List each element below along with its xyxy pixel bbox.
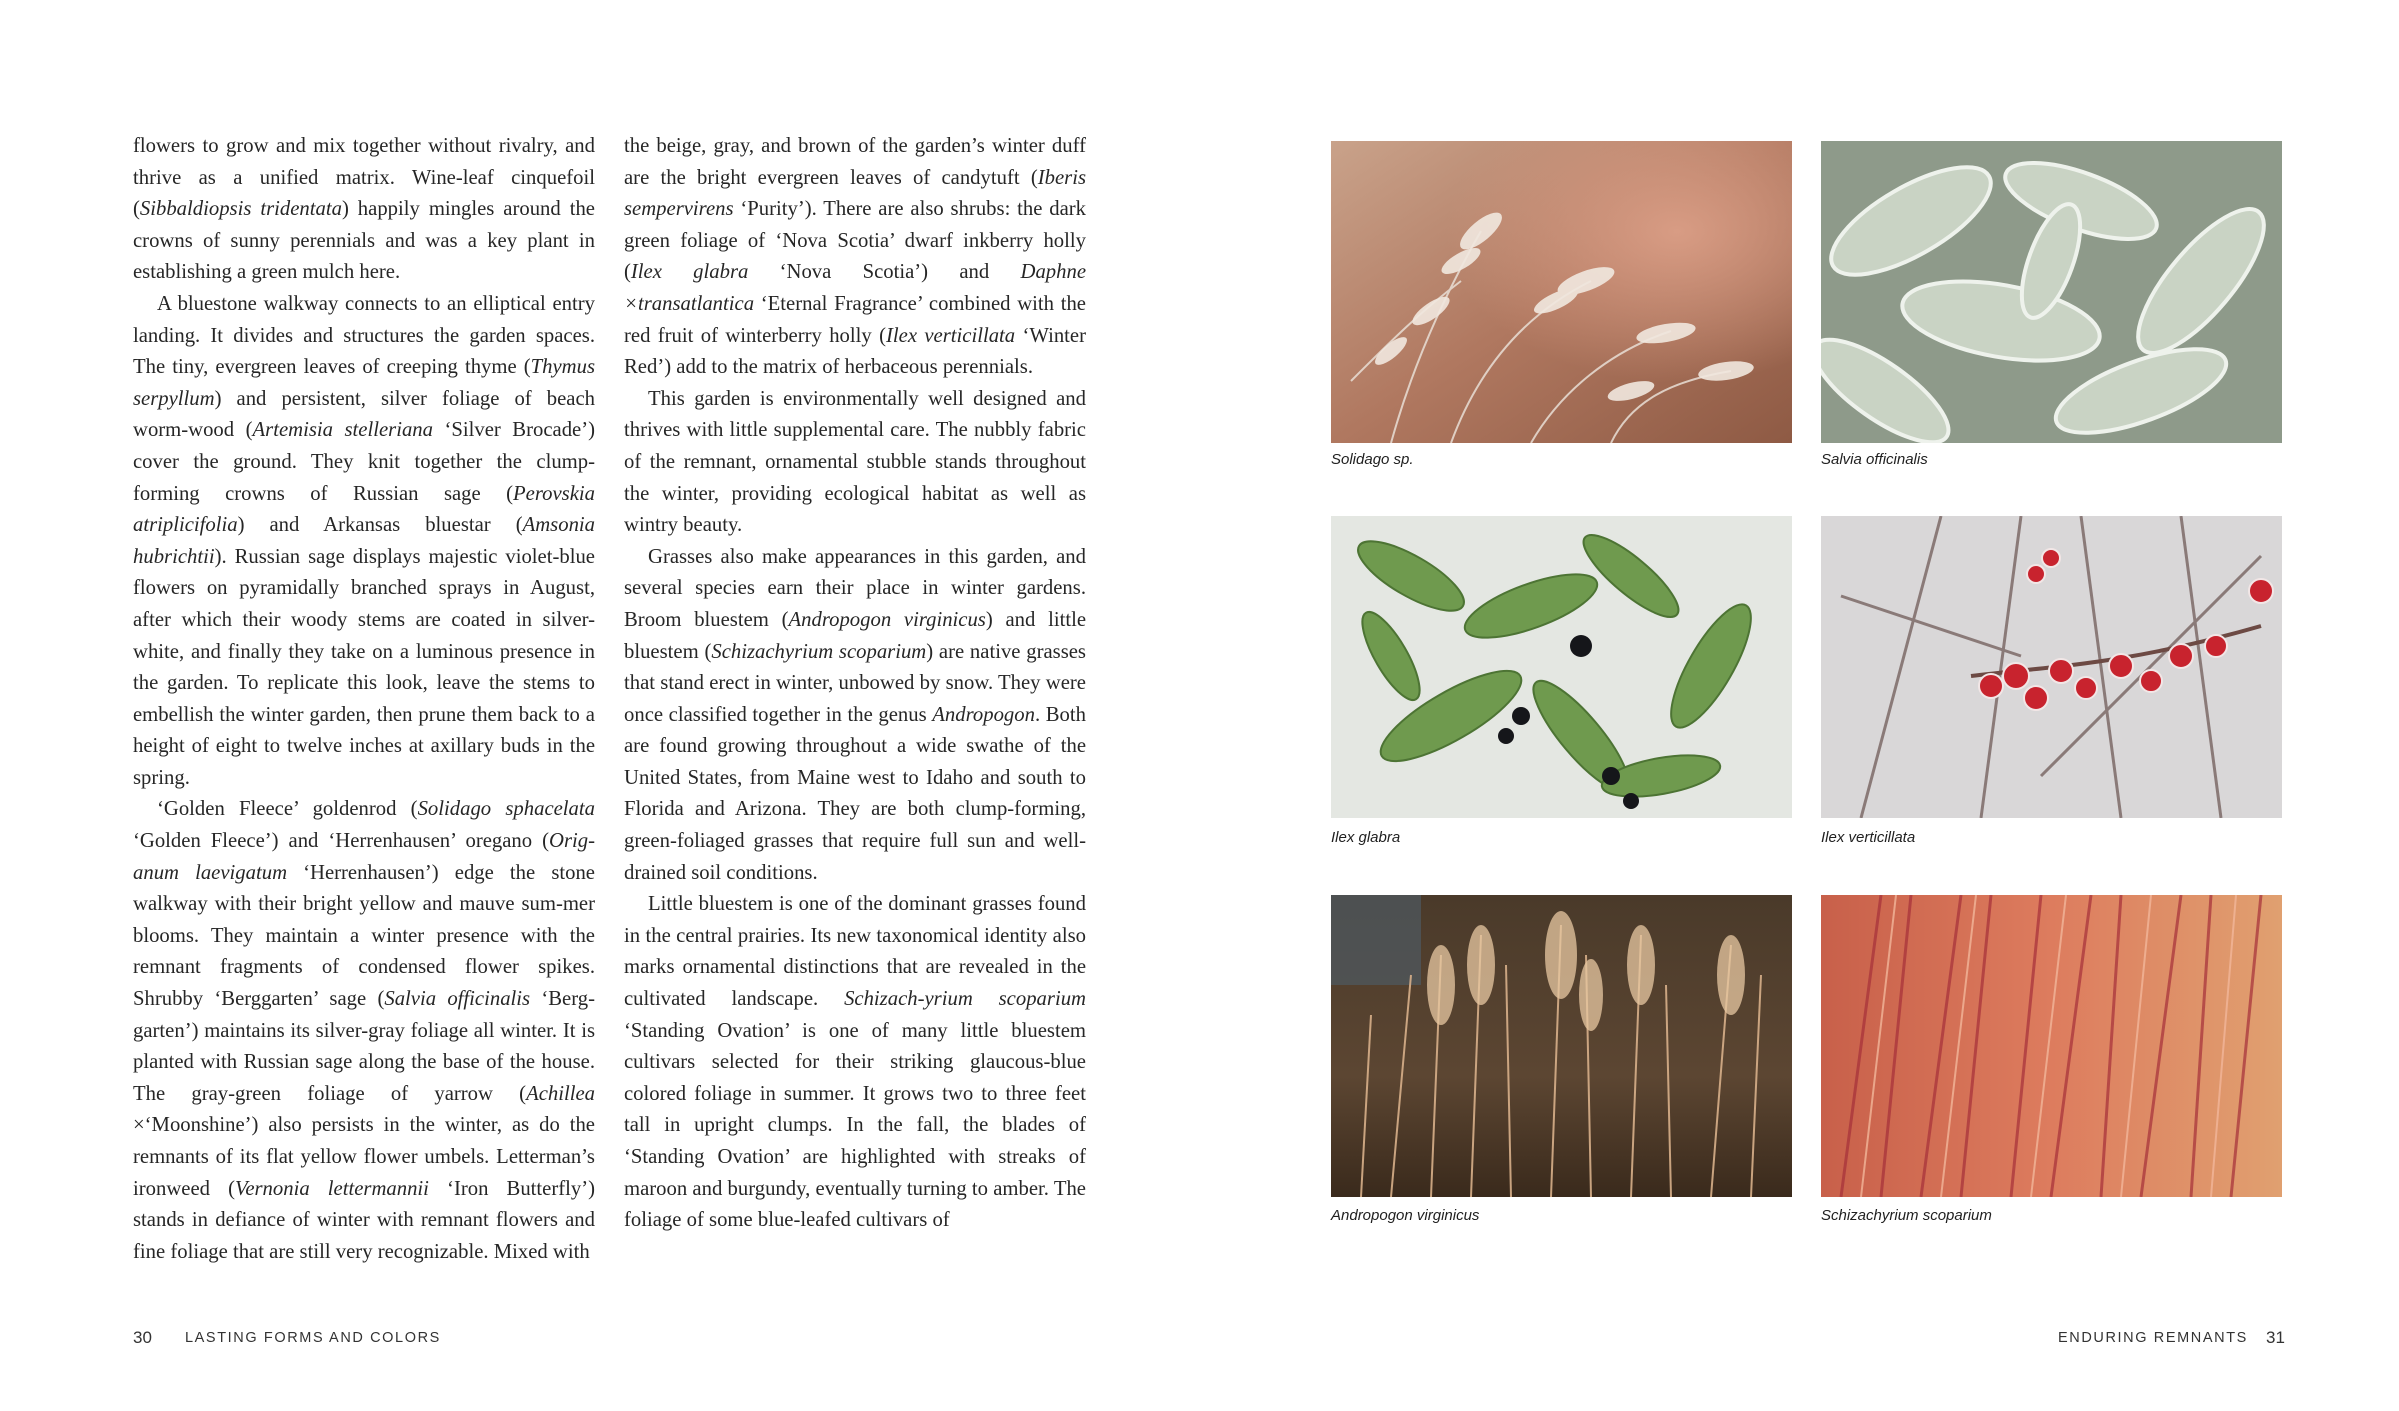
text-run: ) are native grasses that stand erect in winter, unbowed by snow. They were once classified together in the genus (624, 640, 1086, 726)
text-run: A bluestone walkway connects to an elliptical entry landing. It divides and structures the garden spaces. The tiny, evergreen leaves of creeping thyme ( (133, 292, 595, 379)
text-run: the beige, gray, and brown of the garden’s winter duff are the bright evergreen leaves of candytuft ( (624, 135, 1086, 189)
text-run: ×‘Moonshine’) also persists in the winter, as do the remnants of its flat yellow flower umbels. Letterman’s ironweed ( (133, 1114, 595, 1200)
caption-schizachyrium: Schizachyrium scoparium (1821, 1207, 1992, 1224)
photo-ilex-glabra (1331, 516, 1792, 818)
text-run: ). Russian sage displays majestic violet-blue flowers on pyramidally branched sprays in August, after which their woody stems are coated in silver-white, and finally they take on a luminous presence in the garden. To replicate this look, leave the stems to embellish the winter garden, then prune them back to a height of eight to twelve inches at axillary buds in the spring. (133, 545, 595, 789)
botanical-name: Achillea (526, 1082, 595, 1105)
caption-salvia: Salvia officinalis (1821, 451, 1928, 468)
body-paragraph (133, 289, 595, 795)
botanical-name: Sibbaldiopsis tridentata (139, 198, 342, 221)
botanical-name: Iberis sempervirens (624, 166, 1086, 221)
schizachyrium-image (1821, 895, 2282, 1197)
text-column-right (624, 131, 1086, 1237)
botanical-name: Perovskia atriplicifolia (133, 482, 595, 537)
botanical-name: Salvia officinalis (384, 988, 531, 1011)
right-running-head: ENDURING REMNANTS (2058, 1330, 2248, 1346)
botanical-name: Andropogon (932, 703, 1035, 726)
text-run: ‘Golden Fleece’) and ‘Herrenhausen’ oregano ( (133, 830, 550, 853)
text-run: ) and persistent, silver foliage of beach worm-wood ( (133, 387, 595, 442)
botanical-name: Schizach-yrium scoparium (844, 988, 1086, 1011)
text-run: ‘Nova Scotia’) and (748, 261, 1021, 284)
body-paragraph (624, 542, 1086, 890)
left-running-head: LASTING FORMS AND COLORS (185, 1330, 441, 1346)
text-run: This garden is environmentally well designed and thrives with little supplemental care. The nubbly fabric of the remnant, ornamental stubble stands throughout the winter, providing ecological habitat as well as wintry beauty. (624, 387, 1086, 537)
caption-ilex-verticillata: Ilex verticillata (1821, 829, 1916, 846)
text-run: ‘Herrenhausen’) edge the stone walkway with their bright yellow and mauve sum-mer blooms. They maintain a winter presence with the remnant fragments of condensed flower spikes. Shrubby ‘Berggarten’ sage ( (133, 861, 595, 1011)
caption-ilex-glabra: Ilex glabra (1331, 829, 1401, 846)
botanical-name: Vernonia lettermannii (234, 1177, 429, 1200)
photo-ilex-verticillata (1821, 516, 2282, 818)
text-run: ‘Purity’). There are also shrubs: the dark green foliage of ‘Nova Scotia’ dwarf inkberry holly ( (624, 198, 1086, 284)
text-run: ‘Standing Ovation’ is one of many little bluestem cultivars selected for their striking glaucous-blue colored foliage in summer. It grows two to three feet tall in upright clumps. In the fall, the blades of ‘Standing Ovation’ are highlighted with streaks of maroon and burgundy, eventually turning to amber. The foliage of some blue-leafed cultivars of (624, 1019, 1086, 1232)
body-paragraph (624, 384, 1086, 542)
andropogon-image (1331, 895, 1792, 1197)
text-run: Grasses also make appearances in this garden, and several species earn their place in winter gardens. Broom bluestem ( (624, 545, 1086, 631)
text-run: Little bluestem is one of the dominant grasses found in the central prairies. Its new taxonomical identity also marks ornamental distinctions that are revealed in the cultivated landscape. (624, 893, 1086, 1011)
botanical-name: Daphne ×transatlantica (624, 261, 1086, 315)
body-paragraph (624, 131, 1086, 384)
ilex-glabra-image (1331, 516, 1792, 818)
body-paragraph (133, 131, 595, 289)
text-run: ‘Iron Butterfly’) stands in defiance of winter with remnant flowers and fine foliage that are still very recognizable. Mixed with (133, 1177, 595, 1263)
botanical-name: Artemisia stelleriana (252, 419, 433, 442)
botanical-name: Orig-anum laevigatum (133, 830, 595, 884)
botanical-name: Thymus serpyllum (133, 356, 595, 410)
botanical-name: Amsonia hubrichtii (133, 514, 595, 568)
text-run: . Both are found growing throughout a wide swathe of the United States, from Maine west to Idaho and south to Florida and Arizona. They are both clump-forming, green-foliaged grasses that require full sun and well-drained soil conditions. (624, 703, 1086, 884)
solidago-image (1331, 141, 1792, 443)
text-run: ‘Eternal Fragrance’ combined with the red fruit of winterberry holly ( (624, 292, 1086, 347)
salvia-image (1821, 141, 2282, 443)
left-page-number: 30 (133, 1328, 152, 1347)
text-run: ) and little bluestem ( (624, 608, 1086, 663)
text-run: ‘Berg-garten’) maintains its silver-gray foliage all winter. It is planted with Russian sage along the base of the house. The gray-green foliage of yarrow ( (133, 988, 595, 1105)
caption-andropogon: Andropogon virginicus (1331, 1207, 1480, 1224)
ilex-verticillata-image (1821, 516, 2282, 818)
botanical-name: Solidago sphacelata (417, 798, 595, 821)
photo-schizachyrium (1821, 895, 2282, 1197)
text-run: ‘Winter Red’) add to the matrix of herbaceous perennials. (624, 324, 1086, 379)
text-run: ) and Arkansas bluestar ( (237, 514, 523, 537)
right-page-number: 31 (2266, 1328, 2285, 1347)
photo-andropogon (1331, 895, 1792, 1197)
botanical-name: Ilex verticillata (886, 324, 1016, 347)
botanical-name: Andropogon virginicus (788, 608, 986, 631)
body-paragraph (624, 889, 1086, 1237)
text-run: ‘Golden Fleece’ goldenrod ( (157, 798, 418, 821)
text-run: flowers to grow and mix together without rivalry, and thrive as a unified matrix. Wine-leaf cinquefoil ( (133, 135, 595, 221)
photo-salvia (1821, 141, 2282, 443)
text-run: ‘Silver Brocade’) cover the ground. They knit together the clump-forming crowns of Russian sage ( (133, 419, 596, 505)
text-column-left (133, 131, 595, 1268)
text-run: ) happily mingles around the crowns of sunny perennials and was a key plant in establishing a green mulch here. (133, 198, 595, 284)
photo-solidago (1331, 141, 1792, 443)
botanical-name: Ilex glabra (630, 261, 749, 284)
botanical-name: Schizachyrium scoparium (711, 640, 927, 663)
body-paragraph (133, 794, 595, 1268)
caption-solidago: Solidago sp. (1331, 451, 1414, 468)
